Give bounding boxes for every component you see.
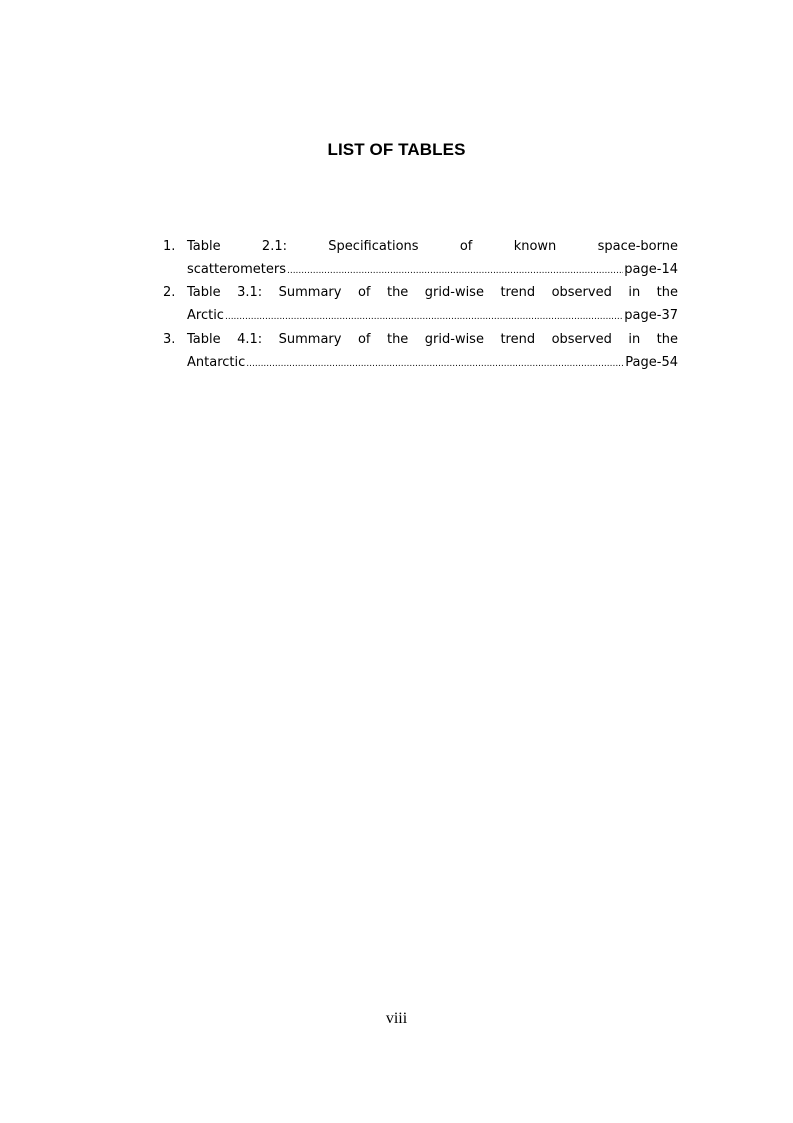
- entry-page-ref: page-14: [624, 261, 678, 277]
- page-number: viii: [385, 1010, 408, 1027]
- entry-number: 3.: [163, 331, 176, 347]
- list-item: [160, 282, 678, 328]
- entry-caption-end: Arctic: [187, 308, 224, 324]
- entry-number: 1.: [163, 239, 176, 254]
- list-item: [160, 329, 678, 375]
- entry-caption-line: Table 2.1: Specifications of known space-borne: [187, 239, 678, 254]
- dot-leader: [225, 306, 623, 329]
- entry-caption-end: scatterometers: [187, 261, 286, 277]
- dot-leader: [287, 260, 623, 283]
- page-title: LIST OF TABLES: [327, 140, 466, 159]
- entry-continuation-line: [187, 305, 678, 329]
- entry-page-ref: Page-54: [625, 354, 678, 370]
- entry-continuation-line: [187, 259, 678, 283]
- dot-leader: [246, 353, 624, 376]
- entry-number: 2.: [163, 285, 176, 301]
- entry-caption-line: Table 4.1: Summary of the grid-wise trend observed in the: [187, 331, 678, 347]
- list-item: [160, 236, 678, 282]
- entry-continuation-line: [187, 352, 678, 376]
- table-of-contents-list: [160, 236, 678, 375]
- entry-page-ref: page-37: [624, 308, 678, 324]
- entry-caption-line: Table 3.1: Summary of the grid-wise trend observed in the: [187, 285, 678, 301]
- entry-caption-end: Antarctic: [187, 354, 246, 370]
